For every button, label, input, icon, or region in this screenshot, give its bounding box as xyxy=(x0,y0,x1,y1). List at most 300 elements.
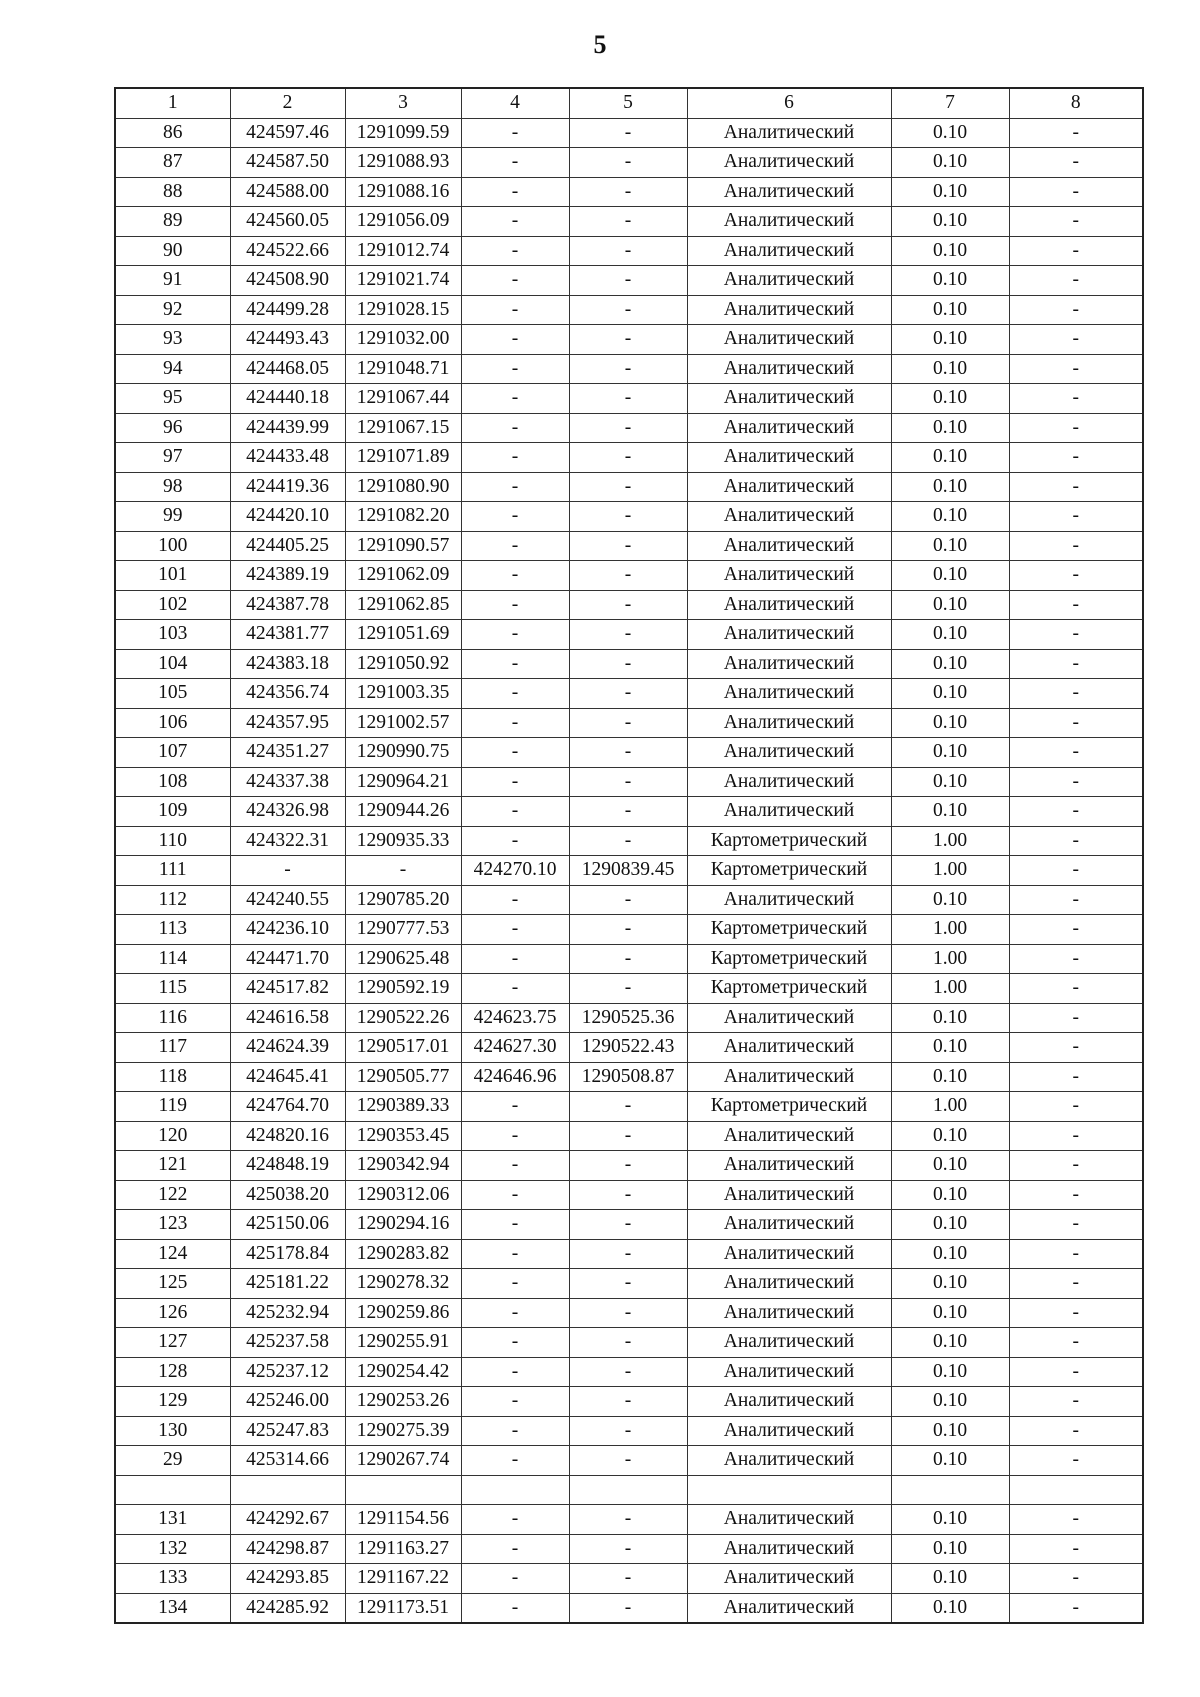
table-cell: - xyxy=(1009,207,1143,237)
table-cell: - xyxy=(569,1151,687,1181)
table-cell: 0.10 xyxy=(891,767,1009,797)
table-cell: 100 xyxy=(115,531,230,561)
table-cell: - xyxy=(569,590,687,620)
table-cell: 0.10 xyxy=(891,1534,1009,1564)
table-cell: 0.10 xyxy=(891,590,1009,620)
table-cell xyxy=(461,1475,569,1505)
table-cell: - xyxy=(1009,1593,1143,1623)
table-cell: - xyxy=(1009,1416,1143,1446)
table-cell: - xyxy=(461,1239,569,1269)
table-row xyxy=(115,974,1143,1004)
table-cell: 0.10 xyxy=(891,413,1009,443)
table-cell: 128 xyxy=(115,1357,230,1387)
table-cell: 0.10 xyxy=(891,384,1009,414)
table-cell: 1291154.56 xyxy=(345,1505,461,1535)
table-row xyxy=(115,443,1143,473)
table-cell: 0.10 xyxy=(891,797,1009,827)
table-cell: - xyxy=(461,1180,569,1210)
table-cell: 424627.30 xyxy=(461,1033,569,1063)
table-cell: - xyxy=(461,472,569,502)
table-cell: 1291056.09 xyxy=(345,207,461,237)
table-cell: - xyxy=(569,561,687,591)
table-cell: Аналитический xyxy=(687,649,891,679)
table-cell: - xyxy=(569,649,687,679)
table-cell: - xyxy=(461,738,569,768)
table-cell: 1290353.45 xyxy=(345,1121,461,1151)
table-cell: Аналитический xyxy=(687,1416,891,1446)
table-cell: - xyxy=(461,1357,569,1387)
table-cell: 0.10 xyxy=(891,1239,1009,1269)
table-row xyxy=(115,797,1143,827)
table-row xyxy=(115,148,1143,178)
table-cell: Аналитический xyxy=(687,472,891,502)
table-row xyxy=(115,1003,1143,1033)
table-cell: Аналитический xyxy=(687,1151,891,1181)
table-cell: 117 xyxy=(115,1033,230,1063)
table-cell: - xyxy=(461,177,569,207)
table-cell: - xyxy=(1009,1003,1143,1033)
table-cell: - xyxy=(569,472,687,502)
coordinates-table xyxy=(114,87,1144,1624)
table-cell: 99 xyxy=(115,502,230,532)
table-cell: - xyxy=(461,915,569,945)
table-cell: - xyxy=(569,1593,687,1623)
table-row xyxy=(115,236,1143,266)
table-cell: 1290964.21 xyxy=(345,767,461,797)
table-cell: - xyxy=(569,1121,687,1151)
table-cell: - xyxy=(569,1416,687,1446)
table-cell: - xyxy=(569,236,687,266)
table-cell: 1291090.57 xyxy=(345,531,461,561)
table-cell: - xyxy=(461,974,569,1004)
table-cell: - xyxy=(569,1239,687,1269)
table-cell: - xyxy=(461,413,569,443)
table-cell: 1290592.19 xyxy=(345,974,461,1004)
table-cell: 129 xyxy=(115,1387,230,1417)
table-cell: 1291071.89 xyxy=(345,443,461,473)
table-cell: - xyxy=(1009,974,1143,1004)
table-row xyxy=(115,738,1143,768)
table-cell: 1291067.44 xyxy=(345,384,461,414)
table-cell: 98 xyxy=(115,472,230,502)
table-cell: Аналитический xyxy=(687,1180,891,1210)
table-cell: - xyxy=(461,1151,569,1181)
table-cell: Аналитический xyxy=(687,1357,891,1387)
table-cell: 121 xyxy=(115,1151,230,1181)
table-row xyxy=(115,944,1143,974)
table-cell: 0.10 xyxy=(891,1564,1009,1594)
table-cell: - xyxy=(569,620,687,650)
table-cell: - xyxy=(1009,1357,1143,1387)
table-cell: 119 xyxy=(115,1092,230,1122)
table-cell: - xyxy=(461,266,569,296)
table-cell: - xyxy=(1009,148,1143,178)
table-cell: 1290785.20 xyxy=(345,885,461,915)
table-row xyxy=(115,1121,1143,1151)
table-cell: 1291032.00 xyxy=(345,325,461,355)
table-cell: 424326.98 xyxy=(230,797,345,827)
table-cell: 1290944.26 xyxy=(345,797,461,827)
table-cell: 424356.74 xyxy=(230,679,345,709)
table-cell: - xyxy=(1009,531,1143,561)
table-cell: 1291002.57 xyxy=(345,708,461,738)
table-cell: - xyxy=(569,443,687,473)
table-cell: - xyxy=(461,384,569,414)
table-cell: 425314.66 xyxy=(230,1446,345,1476)
table-cell: - xyxy=(1009,1564,1143,1594)
table-cell: - xyxy=(461,797,569,827)
table-cell: 0.10 xyxy=(891,1416,1009,1446)
table-cell: 424623.75 xyxy=(461,1003,569,1033)
table-cell: 123 xyxy=(115,1210,230,1240)
table-cell: Аналитический xyxy=(687,325,891,355)
table-cell: 424522.66 xyxy=(230,236,345,266)
table-row xyxy=(115,1505,1143,1535)
table-cell: 102 xyxy=(115,590,230,620)
table-cell: 96 xyxy=(115,413,230,443)
table-row xyxy=(115,1033,1143,1063)
table-cell: 1290525.36 xyxy=(569,1003,687,1033)
table-cell: 425181.22 xyxy=(230,1269,345,1299)
table-cell: 0.10 xyxy=(891,649,1009,679)
table-cell: Аналитический xyxy=(687,118,891,148)
table-cell: 424587.50 xyxy=(230,148,345,178)
table-cell: - xyxy=(230,856,345,886)
table-cell: 424381.77 xyxy=(230,620,345,650)
table-cell: Аналитический xyxy=(687,1328,891,1358)
table-row xyxy=(115,1387,1143,1417)
table-cell: - xyxy=(345,856,461,886)
table-cell: 1291048.71 xyxy=(345,354,461,384)
table-cell: 424499.28 xyxy=(230,295,345,325)
table-cell: Аналитический xyxy=(687,1003,891,1033)
table-cell: - xyxy=(1009,295,1143,325)
table-cell: 1290625.48 xyxy=(345,944,461,974)
table-cell: 425178.84 xyxy=(230,1239,345,1269)
table-cell: 424337.38 xyxy=(230,767,345,797)
table-cell: 1290294.16 xyxy=(345,1210,461,1240)
table-cell: - xyxy=(569,266,687,296)
table-cell: 105 xyxy=(115,679,230,709)
table-cell: 424322.31 xyxy=(230,826,345,856)
table-cell: - xyxy=(569,207,687,237)
table-cell: - xyxy=(1009,797,1143,827)
table-cell: - xyxy=(569,177,687,207)
table-cell: - xyxy=(461,295,569,325)
table-cell: 89 xyxy=(115,207,230,237)
table-cell: 0.10 xyxy=(891,1593,1009,1623)
table-cell: 88 xyxy=(115,177,230,207)
table-cell: - xyxy=(569,413,687,443)
table-cell: - xyxy=(1009,620,1143,650)
table-cell: 424471.70 xyxy=(230,944,345,974)
table-cell: Картометрический xyxy=(687,915,891,945)
table-row xyxy=(115,266,1143,296)
table-cell: 103 xyxy=(115,620,230,650)
table-cell: 1.00 xyxy=(891,826,1009,856)
table-row xyxy=(115,561,1143,591)
table-cell: 1290255.91 xyxy=(345,1328,461,1358)
table-cell: - xyxy=(1009,1387,1143,1417)
column-header: 4 xyxy=(461,88,569,118)
table-cell: 1290517.01 xyxy=(345,1033,461,1063)
table-cell: 0.10 xyxy=(891,236,1009,266)
table-cell: - xyxy=(1009,1298,1143,1328)
table-cell: - xyxy=(1009,1269,1143,1299)
table-cell: - xyxy=(569,1505,687,1535)
table-cell: - xyxy=(461,1387,569,1417)
table-cell: Аналитический xyxy=(687,1239,891,1269)
table-cell: 424646.96 xyxy=(461,1062,569,1092)
table-cell: - xyxy=(461,1593,569,1623)
table-row xyxy=(115,826,1143,856)
table-cell: - xyxy=(461,325,569,355)
table-cell: 424383.18 xyxy=(230,649,345,679)
table-cell: 0.10 xyxy=(891,620,1009,650)
table-cell: - xyxy=(569,325,687,355)
table-cell: - xyxy=(461,590,569,620)
table-cell: Аналитический xyxy=(687,738,891,768)
table-cell: 0.10 xyxy=(891,266,1009,296)
table-cell: 0.10 xyxy=(891,1505,1009,1535)
table-cell xyxy=(891,1475,1009,1505)
table-cell: 425150.06 xyxy=(230,1210,345,1240)
table-cell: 1.00 xyxy=(891,1092,1009,1122)
table-cell: Аналитический xyxy=(687,177,891,207)
table-row xyxy=(115,708,1143,738)
table-row xyxy=(115,177,1143,207)
table-cell: 1291099.59 xyxy=(345,118,461,148)
table-cell: 424433.48 xyxy=(230,443,345,473)
table-cell: 425237.12 xyxy=(230,1357,345,1387)
table-cell: 0.10 xyxy=(891,738,1009,768)
table-cell: 1290253.26 xyxy=(345,1387,461,1417)
table-cell: - xyxy=(1009,1033,1143,1063)
table-cell: - xyxy=(1009,1446,1143,1476)
table-body xyxy=(115,118,1143,1623)
table-cell: - xyxy=(569,118,687,148)
table-cell: 131 xyxy=(115,1505,230,1535)
table-cell: - xyxy=(1009,118,1143,148)
table-cell: - xyxy=(1009,885,1143,915)
table-cell: - xyxy=(461,148,569,178)
table-cell: 0.10 xyxy=(891,708,1009,738)
table-cell: 424493.43 xyxy=(230,325,345,355)
table-cell: 91 xyxy=(115,266,230,296)
table-cell: 424419.36 xyxy=(230,472,345,502)
table-cell: 1.00 xyxy=(891,915,1009,945)
table-row xyxy=(115,1475,1143,1505)
table-row xyxy=(115,531,1143,561)
table-cell: 1291067.15 xyxy=(345,413,461,443)
table-cell: 1.00 xyxy=(891,944,1009,974)
table-cell: - xyxy=(569,708,687,738)
table-cell: - xyxy=(1009,856,1143,886)
table-cell: - xyxy=(461,443,569,473)
table-cell: - xyxy=(1009,679,1143,709)
table-cell: Аналитический xyxy=(687,1505,891,1535)
table-cell: - xyxy=(461,885,569,915)
table-cell: 0.10 xyxy=(891,443,1009,473)
table-row xyxy=(115,1062,1143,1092)
table-cell: 112 xyxy=(115,885,230,915)
table-cell: Аналитический xyxy=(687,236,891,266)
table-cell: 424848.19 xyxy=(230,1151,345,1181)
table-cell: 424285.92 xyxy=(230,1593,345,1623)
table-cell: 93 xyxy=(115,325,230,355)
table-cell: 424351.27 xyxy=(230,738,345,768)
table-cell: - xyxy=(1009,590,1143,620)
table-cell: 0.10 xyxy=(891,1210,1009,1240)
table-cell: 130 xyxy=(115,1416,230,1446)
table-cell: Аналитический xyxy=(687,295,891,325)
table-cell: Картометрический xyxy=(687,944,891,974)
table-cell: 424764.70 xyxy=(230,1092,345,1122)
table-cell: - xyxy=(569,738,687,768)
table-cell: Аналитический xyxy=(687,708,891,738)
column-header: 8 xyxy=(1009,88,1143,118)
table-cell: 1291173.51 xyxy=(345,1593,461,1623)
column-header: 6 xyxy=(687,88,891,118)
column-header: 7 xyxy=(891,88,1009,118)
table-cell: Аналитический xyxy=(687,885,891,915)
table-row xyxy=(115,590,1143,620)
table-cell: - xyxy=(461,1505,569,1535)
table-cell: - xyxy=(1009,1092,1143,1122)
table-cell: 97 xyxy=(115,443,230,473)
table-cell: 0.10 xyxy=(891,679,1009,709)
table-cell: 1.00 xyxy=(891,974,1009,1004)
table-cell: 424468.05 xyxy=(230,354,345,384)
table-cell: Аналитический xyxy=(687,207,891,237)
table-cell: 424405.25 xyxy=(230,531,345,561)
table-cell: - xyxy=(461,1121,569,1151)
table-cell: - xyxy=(1009,1505,1143,1535)
table-cell: 425232.94 xyxy=(230,1298,345,1328)
table-cell: Аналитический xyxy=(687,502,891,532)
table-cell: 0.10 xyxy=(891,531,1009,561)
table-cell: - xyxy=(1009,1328,1143,1358)
table-cell: - xyxy=(461,1416,569,1446)
table-cell: 0.10 xyxy=(891,502,1009,532)
table-cell: - xyxy=(1009,944,1143,974)
table-cell: 29 xyxy=(115,1446,230,1476)
table-cell: 92 xyxy=(115,295,230,325)
table-cell: 116 xyxy=(115,1003,230,1033)
table-cell: Аналитический xyxy=(687,413,891,443)
table-cell: 1291082.20 xyxy=(345,502,461,532)
table-row xyxy=(115,1269,1143,1299)
table-cell xyxy=(687,1475,891,1505)
table-cell: 1290508.87 xyxy=(569,1062,687,1092)
table-cell: - xyxy=(1009,413,1143,443)
table-row xyxy=(115,472,1143,502)
table-cell: 1290342.94 xyxy=(345,1151,461,1181)
table-cell: - xyxy=(569,797,687,827)
table-cell: 109 xyxy=(115,797,230,827)
table-cell: 90 xyxy=(115,236,230,266)
table-row xyxy=(115,413,1143,443)
table-cell: 425237.58 xyxy=(230,1328,345,1358)
table-cell: - xyxy=(569,384,687,414)
table-cell: 86 xyxy=(115,118,230,148)
table-cell: 1290278.32 xyxy=(345,1269,461,1299)
table-cell: 1291163.27 xyxy=(345,1534,461,1564)
table-cell: - xyxy=(461,1328,569,1358)
table-cell: - xyxy=(461,531,569,561)
table-cell: Аналитический xyxy=(687,148,891,178)
table-cell: Аналитический xyxy=(687,1062,891,1092)
table-row xyxy=(115,384,1143,414)
table-cell: 124 xyxy=(115,1239,230,1269)
table-cell: 1290990.75 xyxy=(345,738,461,768)
table-cell: 122 xyxy=(115,1180,230,1210)
table-cell: 1291062.09 xyxy=(345,561,461,591)
table-cell: 0.10 xyxy=(891,295,1009,325)
table-cell: - xyxy=(569,1446,687,1476)
table-cell: - xyxy=(569,502,687,532)
table-cell: - xyxy=(1009,915,1143,945)
table-row xyxy=(115,767,1143,797)
table-cell: 425247.83 xyxy=(230,1416,345,1446)
table-cell: 424387.78 xyxy=(230,590,345,620)
table-cell xyxy=(1009,1475,1143,1505)
table-row xyxy=(115,325,1143,355)
table-cell: 110 xyxy=(115,826,230,856)
table-cell: - xyxy=(569,148,687,178)
table-cell: 134 xyxy=(115,1593,230,1623)
table-cell: 1290505.77 xyxy=(345,1062,461,1092)
table-cell: Аналитический xyxy=(687,561,891,591)
table-cell: 1291012.74 xyxy=(345,236,461,266)
table-cell: - xyxy=(569,679,687,709)
table-row xyxy=(115,1534,1143,1564)
table-cell: 1291050.92 xyxy=(345,649,461,679)
table-cell: - xyxy=(461,944,569,974)
table-cell: - xyxy=(1009,384,1143,414)
table-cell: 95 xyxy=(115,384,230,414)
page-number: 5 xyxy=(593,30,607,59)
table-cell: Аналитический xyxy=(687,1446,891,1476)
table-cell: - xyxy=(461,561,569,591)
table-cell: Аналитический xyxy=(687,354,891,384)
table-cell xyxy=(115,1475,230,1505)
table-cell: 424560.05 xyxy=(230,207,345,237)
table-cell: - xyxy=(1009,561,1143,591)
table-cell: 1290935.33 xyxy=(345,826,461,856)
table-cell: - xyxy=(569,295,687,325)
table-cell: 101 xyxy=(115,561,230,591)
table-cell: - xyxy=(569,944,687,974)
table-cell: 107 xyxy=(115,738,230,768)
table-row xyxy=(115,295,1143,325)
table-cell: - xyxy=(1009,443,1143,473)
table-cell: 0.10 xyxy=(891,1180,1009,1210)
table-cell: - xyxy=(461,826,569,856)
table-cell: 1290389.33 xyxy=(345,1092,461,1122)
table-cell: - xyxy=(461,1564,569,1594)
table-cell: 0.10 xyxy=(891,1062,1009,1092)
table-cell: Аналитический xyxy=(687,443,891,473)
table-cell: 1291167.22 xyxy=(345,1564,461,1594)
table-cell: - xyxy=(1009,1062,1143,1092)
table-cell: 424508.90 xyxy=(230,266,345,296)
table-cell: - xyxy=(1009,236,1143,266)
table-cell: - xyxy=(1009,1210,1143,1240)
table-cell: 0.10 xyxy=(891,325,1009,355)
table-cell: 127 xyxy=(115,1328,230,1358)
table-row xyxy=(115,1564,1143,1594)
